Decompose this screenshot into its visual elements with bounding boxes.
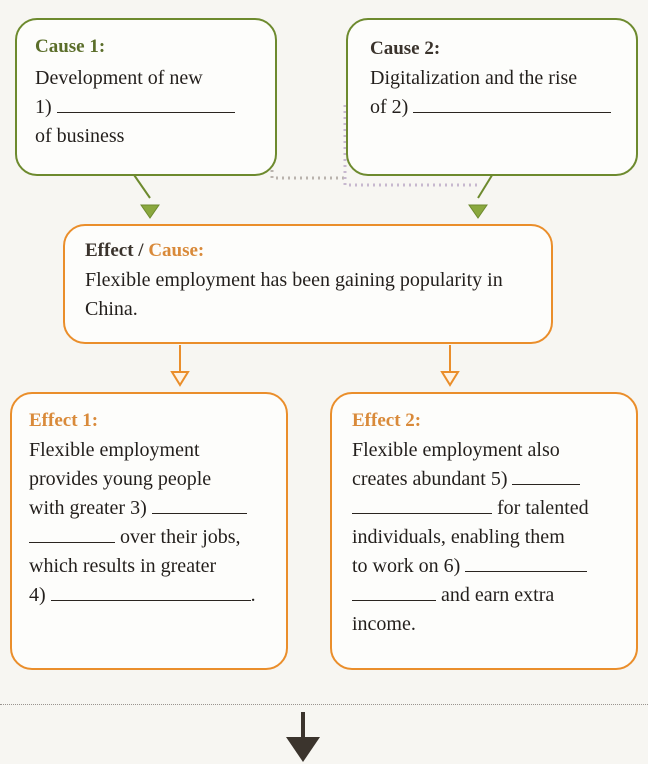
cause-1-line-3: of business bbox=[35, 125, 125, 147]
cause-2-label: Cause 2: bbox=[370, 38, 441, 59]
green-arrowhead-left bbox=[141, 205, 159, 218]
blank-6b[interactable] bbox=[352, 584, 436, 601]
blank-5b[interactable] bbox=[352, 497, 492, 514]
effect-2-line-3-text: for talented bbox=[497, 497, 589, 519]
effect-2-line-5 bbox=[352, 552, 616, 581]
effect-2-line-3 bbox=[352, 494, 616, 523]
cause-1-box bbox=[15, 18, 277, 176]
blank-1-number: 1) bbox=[35, 96, 52, 118]
effect-2-label: Effect 2: bbox=[352, 410, 422, 431]
effect-1-line-3-text: with greater 3) bbox=[29, 497, 147, 519]
blank-5a[interactable] bbox=[512, 468, 580, 485]
effect-1-line-4-text: over their jobs, bbox=[120, 526, 241, 548]
effect-2-line-4: individuals, enabling them bbox=[352, 526, 565, 548]
cause-2-box bbox=[346, 18, 638, 176]
cause-1-line-1: Development of new bbox=[35, 67, 203, 89]
effect-1-label: Effect 1: bbox=[29, 410, 99, 431]
effect-2-text bbox=[352, 436, 616, 639]
blank-2[interactable] bbox=[413, 96, 611, 113]
cause-1-line-2 bbox=[35, 93, 257, 122]
effect-2-line-2-text: creates abundant 5) bbox=[352, 468, 508, 490]
cause-1-text bbox=[35, 64, 257, 151]
blank-3b[interactable] bbox=[29, 526, 115, 543]
effect-1-period: . bbox=[250, 584, 256, 606]
effect-1-line-2: provides young people bbox=[29, 468, 212, 490]
bottom-arrowhead bbox=[286, 737, 320, 762]
blank-1[interactable] bbox=[57, 96, 235, 113]
blank-2-number: of 2) bbox=[370, 96, 409, 118]
effect-1-line-4 bbox=[29, 523, 269, 552]
effect-2-line-6 bbox=[352, 581, 616, 610]
effect-cause-text: Flexible employment has been gaining popularity in China. bbox=[85, 269, 503, 320]
orange-arrowhead-right bbox=[442, 372, 458, 385]
green-arrowhead-right bbox=[469, 205, 487, 218]
effect-word: Effect bbox=[85, 240, 134, 261]
effect-cause-box bbox=[63, 224, 553, 344]
blank-4-number: 4) bbox=[29, 584, 46, 606]
blank-3a[interactable] bbox=[152, 497, 247, 514]
effect-1-line-6 bbox=[29, 581, 269, 610]
label-slash: / bbox=[133, 240, 149, 261]
dotted-link-left bbox=[272, 110, 345, 178]
effect-1-line-1: Flexible employment bbox=[29, 439, 200, 461]
blank-6a[interactable] bbox=[465, 555, 587, 572]
cause-word: Cause: bbox=[148, 240, 205, 261]
effect-1-line-5: which results in greater bbox=[29, 555, 217, 577]
cause-2-line-2 bbox=[370, 93, 614, 122]
effect-2-line-5-text: to work on 6) bbox=[352, 555, 461, 577]
orange-arrowhead-left bbox=[172, 372, 188, 385]
cause-2-text bbox=[370, 64, 614, 122]
effect-2-line-2 bbox=[352, 465, 616, 494]
cause-1-label: Cause 1: bbox=[35, 36, 106, 57]
effect-cause-label bbox=[85, 240, 531, 262]
effect-2-line-7: income. bbox=[352, 613, 416, 635]
effect-1-line-3 bbox=[29, 494, 269, 523]
effect-1-box bbox=[10, 392, 288, 670]
effect-2-line-6-text: and earn extra bbox=[441, 584, 555, 606]
effect-1-text bbox=[29, 436, 269, 610]
blank-4[interactable] bbox=[51, 584, 251, 601]
dotted-divider bbox=[0, 704, 648, 705]
effect-2-line-1: Flexible employment also bbox=[352, 439, 560, 461]
cause-2-line-1: Digitalization and the rise bbox=[370, 67, 578, 89]
effect-2-box bbox=[330, 392, 638, 670]
